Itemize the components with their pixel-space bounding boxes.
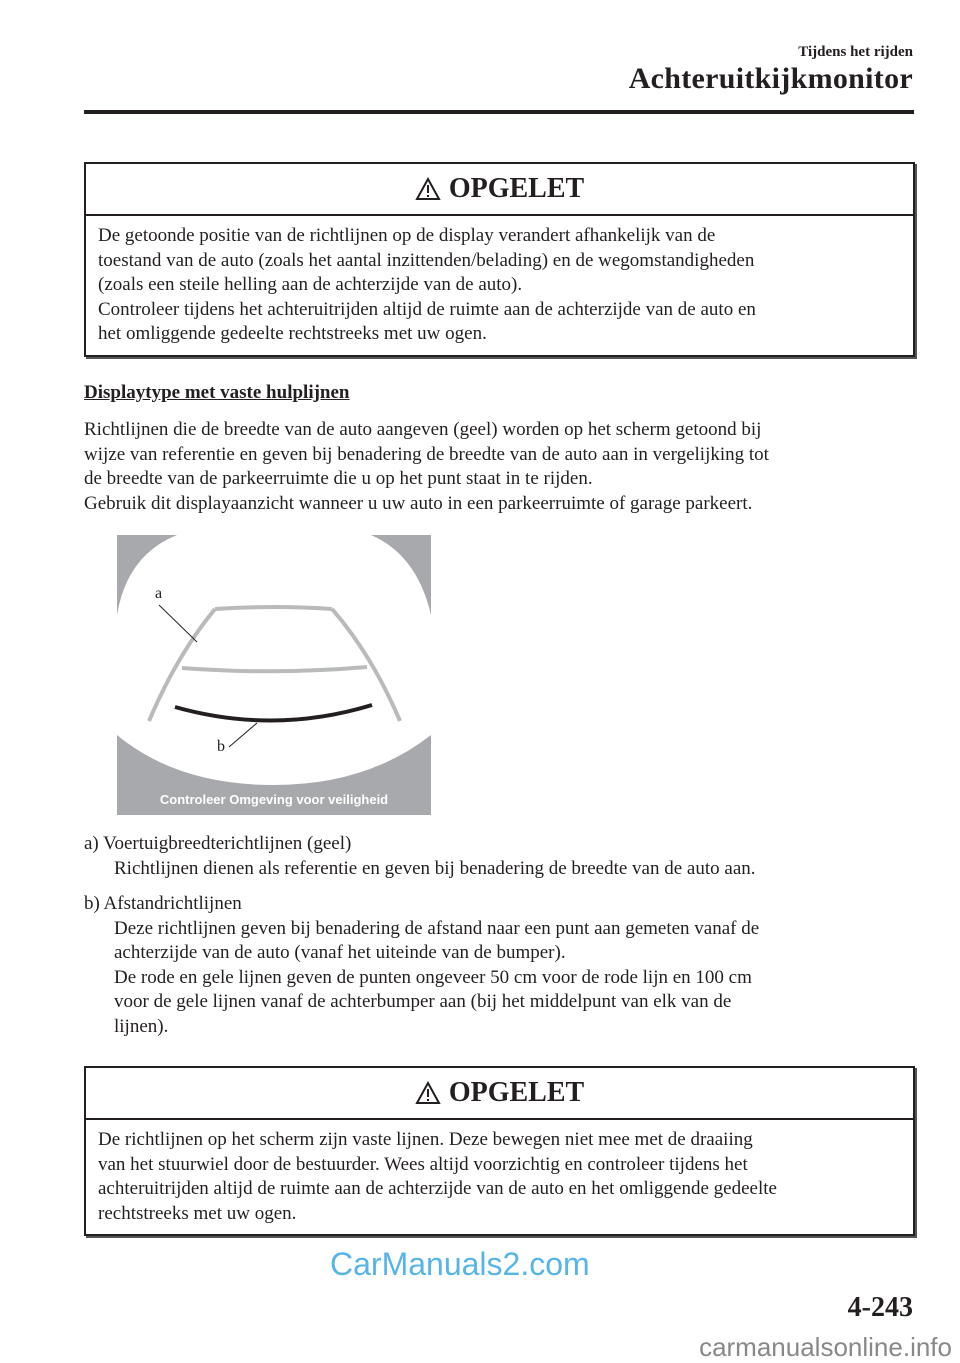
caution-line: Controleer tijdens het achteruitrijden altijd de ruimte aan de achterzijde van de auto en bbox=[98, 298, 756, 320]
caption-line: achterzijde van de auto (vanaf het uiteinde van de bumper). bbox=[114, 942, 566, 963]
warning-icon bbox=[415, 1081, 441, 1105]
caption-line: Richtlijnen dienen als referentie en geven bij benadering de breedte van de auto aan. bbox=[114, 857, 756, 879]
caption-line: voor de gele lijnen vanaf de achterbumper aan (bij het middelpunt van elk van de bbox=[114, 991, 732, 1012]
caution-line: De richtlijnen op het scherm zijn vaste lijnen. Deze bewegen niet mee met de draaiing bbox=[98, 1129, 753, 1150]
subheading: Displaytype met vaste hulplijnen bbox=[84, 382, 350, 403]
warning-icon bbox=[415, 177, 441, 201]
caption-head: b) Afstandrichtlijnen bbox=[84, 893, 242, 914]
page-title: Achteruitkijkmonitor bbox=[628, 62, 913, 95]
caution-box-2 bbox=[84, 1066, 915, 1236]
section-title: Tijdens het rijden bbox=[798, 44, 913, 60]
caution-line: (zoals een steile helling aan de achterzijde van de auto). bbox=[98, 274, 523, 295]
paragraph-line: Richtlijnen die de breedte van de auto aangeven (geel) worden op het scherm getoond bij bbox=[84, 419, 762, 440]
caution-line: achteruitrijden altijd de ruimte aan de achterzijde van de auto en het omliggende gedeelte bbox=[98, 1178, 777, 1199]
screen-message: Controleer Omgeving voor veiligheid bbox=[159, 792, 389, 807]
caution-line: toestand van de auto (zoals het aantal inzittenden/belading) en de wegomstandigheden bbox=[98, 249, 755, 271]
paragraph-line: wijze van referentie en geven bij benadering de breedte van de auto aan in vergelijking tot bbox=[84, 443, 769, 465]
paragraph-line: de breedte van de parkeerruimte die u op het punt staat in te rijden. bbox=[84, 468, 593, 489]
caption-line: lijnen). bbox=[114, 1015, 169, 1037]
label-b: b bbox=[217, 738, 225, 755]
body-paragraph bbox=[84, 418, 914, 516]
caption-head: a) Voertuigbreedterichtlijnen (geel) bbox=[84, 833, 352, 854]
caption-line: Deze richtlijnen geven bij benadering de afstand naar een punt aan gemeten vanaf de bbox=[114, 917, 760, 939]
caution-line: De getoonde positie van de richtlijnen op de display verandert afhankelijk van de bbox=[98, 225, 716, 246]
header-rule bbox=[84, 110, 914, 114]
label-a: a bbox=[155, 585, 163, 602]
watermark-overlay: CarManuals2.com bbox=[330, 1246, 590, 1282]
caution-line: het omliggende gedeelte rechtstreeks met uw ogen. bbox=[98, 323, 487, 344]
caption-line: De rode en gele lijnen geven de punten ongeveer 50 cm voor de rode lijn en 100 cm bbox=[114, 966, 752, 988]
width-guideline-top bbox=[215, 607, 332, 609]
monitor-illustration bbox=[117, 535, 431, 815]
caution-title: OPGELET bbox=[448, 1077, 585, 1108]
page-number: 4-243 bbox=[847, 1292, 913, 1323]
paragraph-line: Gebruik dit displayaanzicht wanneer u uw auto in een parkeerruimte of garage parkeert. bbox=[84, 492, 753, 514]
watermark-footer: carmanualsonline.info bbox=[699, 1332, 952, 1362]
caution-box-1 bbox=[84, 162, 915, 357]
caution-line: rechtstreeks met uw ogen. bbox=[98, 1202, 297, 1224]
caution-line: van het stuurwiel door de bestuurder. Wees altijd voorzichtig en controleer tijdens het bbox=[98, 1153, 748, 1175]
caption-b bbox=[84, 892, 914, 1039]
caution-title: OPGELET bbox=[448, 173, 585, 204]
caption-a bbox=[84, 832, 914, 881]
